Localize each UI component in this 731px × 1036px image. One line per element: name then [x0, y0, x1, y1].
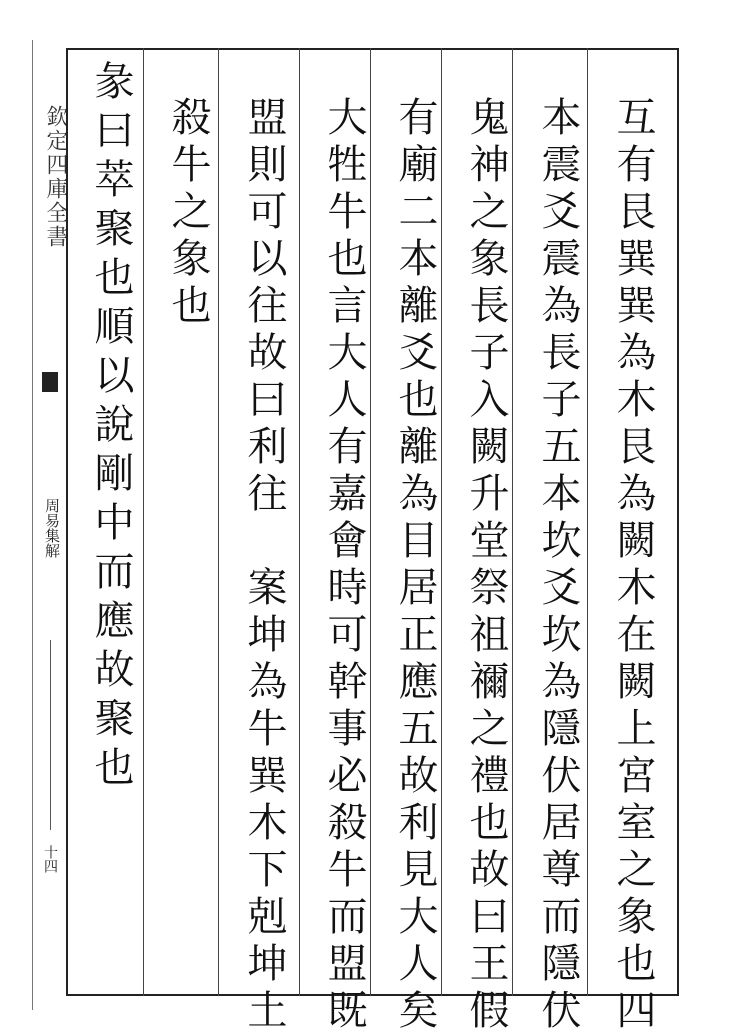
- text-column-2: 本震爻震為長子五本坎爻坎為隱伏居尊而隱伏: [535, 96, 581, 1036]
- column-rule: [299, 48, 300, 996]
- text-column-7: 殺牛之象也: [165, 96, 211, 331]
- text-column-1: 互有艮巽巽為木艮為闕木在闕上宮室之象也四: [610, 96, 656, 1036]
- text-column-8: 彖曰萃聚也順以說剛中而應故聚也: [88, 60, 134, 795]
- fishtail-mark: [42, 372, 58, 392]
- text-column-4: 有廟二本離爻也離為目居正應五故利見大人矣: [392, 96, 438, 1036]
- text-column-3: 鬼神之象長子入闕升堂祭祖禰之禮也故曰王假: [463, 96, 509, 1036]
- outer-border: [32, 40, 33, 1010]
- column-rule: [370, 48, 371, 996]
- column-rule: [143, 48, 144, 996]
- collection-title: 欽定四庫全書: [43, 105, 68, 249]
- column-rule: [441, 48, 442, 996]
- column-rule: [512, 48, 513, 996]
- text-column-6: 盟則可以往故曰利往 案坤為牛巽木下剋坤土: [241, 96, 287, 1036]
- column-rule: [587, 48, 588, 996]
- page-margin: [38, 50, 68, 1010]
- book-title: 周易集解: [43, 498, 61, 558]
- margin-rule: [50, 640, 51, 830]
- page-number: 十四: [42, 845, 58, 873]
- text-column-5: 大牲牛也言大人有嘉會時可幹事必殺牛而盟既: [321, 96, 367, 1036]
- column-rule: [218, 48, 219, 996]
